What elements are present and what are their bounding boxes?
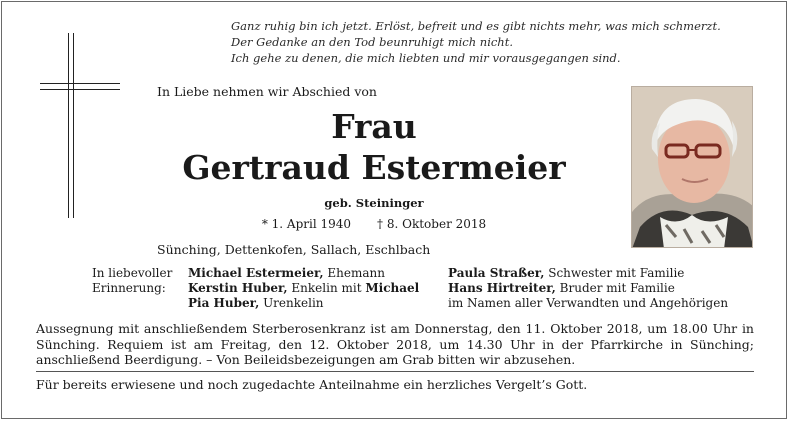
mourners-label-line: Erinnerung: (92, 281, 166, 295)
mourner-entry: Michael Estermeier, Ehemann (188, 266, 385, 280)
mourners-left (188, 266, 419, 311)
deceased-name: Gertraud Estermeier (182, 148, 566, 187)
poem (231, 18, 771, 66)
poem-line: Ganz ruhig bin ich jetzt. Erlöst, befreit und es gibt nichts mehr, was mich schmerzt. (231, 19, 721, 33)
service-details: Aussegnung mit anschließendem Sterberosenkranz ist am Donnerstag, den 11. Oktober 2018, um 18.00 Uhr in Sünching. Requiem ist am Freitag, den 12. Oktober 2018, um 14.30 Uhr in der Pfarrkirche in Sünching; anschließend Beerdigung. – Von Beileidsbezeigungen am Grab bitten wir abzusehen. (36, 321, 754, 367)
poem-line: Ich gehe zu denen, die mich liebten und mir vorausgegangen sind. (231, 51, 621, 65)
mourners-label-line: In liebevoller (92, 266, 173, 280)
maiden-name: geb. Steininger (324, 196, 424, 210)
mourner-entry: Kerstin Huber, Enkelin mit Michael (188, 281, 420, 295)
portrait-photo (631, 86, 753, 248)
title-salutation: Frau (331, 107, 417, 146)
thanks-text: Für bereits erwiesene und noch zugedachte Anteilnahme ein herzliches Vergelt’s Gott. (36, 377, 588, 392)
mourners-label (92, 266, 172, 296)
mourner-entry: Pia Huber, Urenkelin (188, 296, 324, 310)
divider (36, 371, 754, 372)
cross-icon (40, 33, 120, 218)
death-date: † 8. Oktober 2018 (377, 217, 487, 231)
life-dates (160, 217, 588, 231)
places: Sünching, Dettenkofen, Sallach, Eschlbach (157, 242, 431, 257)
mourner-entry: Paula Straßer, Schwester mit Familie (448, 266, 685, 280)
birth-date: * 1. April 1940 (261, 217, 352, 231)
intro-text: In Liebe nehmen wir Abschied von (157, 84, 377, 99)
poem-line: Der Gedanke an den Tod beunruhigt mich nicht. (231, 35, 513, 49)
mourner-entry: im Namen aller Verwandten und Angehörigen (448, 296, 729, 310)
mourner-entry: Hans Hirtreiter, Bruder mit Familie (448, 281, 675, 295)
mourners-right (448, 266, 728, 311)
